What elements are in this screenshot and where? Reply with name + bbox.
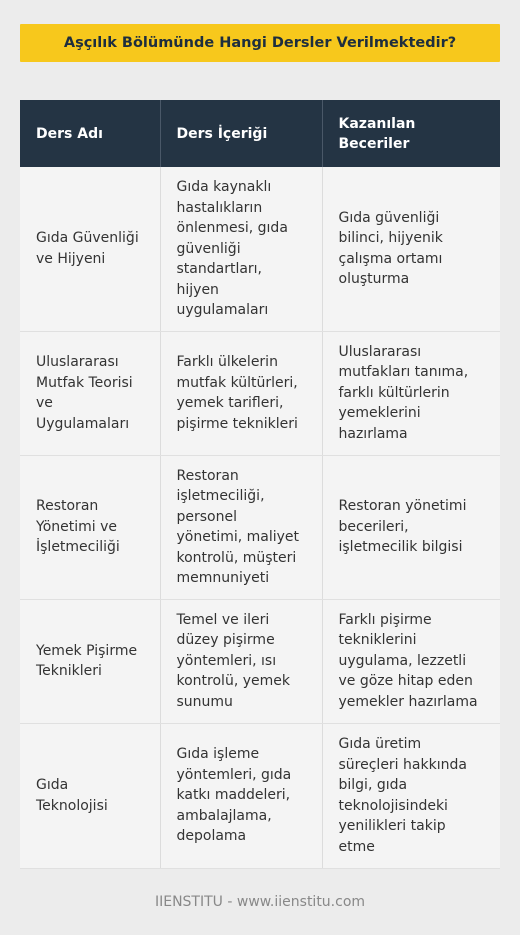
table-header-row	[20, 100, 500, 167]
acquired-skills-cell: Restoran yönetimi becerileri, işletmecilik bilgisi	[322, 455, 500, 599]
course-name-cell: Yemek Pişirme Teknikleri	[20, 599, 160, 723]
courses-table	[20, 100, 500, 869]
course-name-cell: Restoran Yönetimi ve İşletmeciliği	[20, 455, 160, 599]
column-header-acquired-skills: Kazanılan Beceriler	[322, 100, 500, 167]
acquired-skills-cell: Uluslararası mutfakları tanıma, farklı kültürlerin yemeklerini hazırlama	[322, 331, 500, 455]
table-row	[20, 167, 500, 331]
footer-credit: IIENSTITU - www.iienstitu.com	[154, 894, 366, 910]
course-content-cell: Restoran işletmeciliği, personel yönetimi, maliyet kontrolü, müşteri memnuniyeti	[160, 455, 322, 599]
acquired-skills-cell: Gıda üretim süreçleri hakkında bilgi, gıda teknolojisindeki yenilikleri takip etme	[322, 723, 500, 868]
table-row	[20, 599, 500, 723]
table-row	[20, 331, 500, 455]
table-row	[20, 723, 500, 868]
column-header-course-name: Ders Adı	[20, 100, 160, 167]
course-content-cell: Gıda işleme yöntemleri, gıda katkı maddeleri, ambalajlama, depolama	[160, 723, 322, 868]
course-content-cell: Temel ve ileri düzey pişirme yöntemleri, ısı kontrolü, yemek sunumu	[160, 599, 322, 723]
course-content-cell: Gıda kaynaklı hastalıkların önlenmesi, gıda güvenliği standartları, hijyen uygulamaları	[160, 167, 322, 331]
title-banner	[20, 24, 500, 62]
acquired-skills-cell: Gıda güvenliği bilinci, hijyenik çalışma ortamı oluşturma	[322, 167, 500, 331]
course-content-cell: Farklı ülkelerin mutfak kültürleri, yemek tarifleri, pişirme teknikleri	[160, 331, 322, 455]
course-name-cell: Gıda Güvenliği ve Hijyeni	[20, 167, 160, 331]
column-header-course-content: Ders İçeriği	[160, 100, 322, 167]
course-name-cell: Gıda Teknolojisi	[20, 723, 160, 868]
acquired-skills-cell: Farklı pişirme tekniklerini uygulama, lezzetli ve göze hitap eden yemekler hazırlama	[322, 599, 500, 723]
page-title: Aşçılık Bölümünde Hangi Dersler Verilmektedir?	[63, 35, 457, 51]
table-row	[20, 455, 500, 599]
course-name-cell: Uluslararası Mutfak Teorisi ve Uygulamaları	[20, 331, 160, 455]
